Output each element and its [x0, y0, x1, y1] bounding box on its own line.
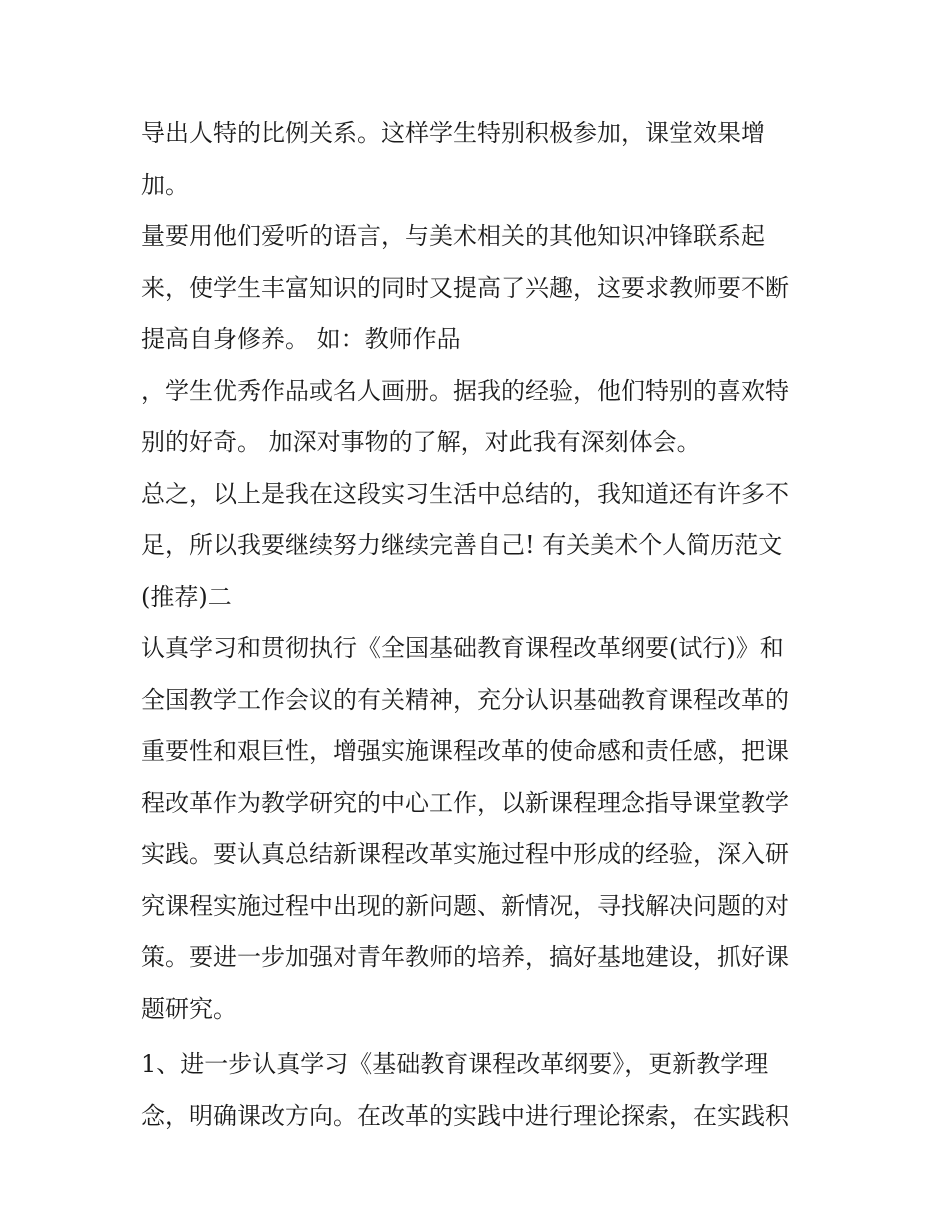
text-line: (推荐)二	[141, 582, 232, 611]
text-line: 实践。要认真总结新课程改革实施过程中形成的经验，深入研	[141, 840, 789, 868]
text-line: 究课程实施过程中出现的新问题、新情况，寻找解决问题的对	[141, 891, 789, 920]
text-line: 重要性和艰巨性，增强实施课程改革的使命感和责任感，把课	[141, 737, 789, 765]
text-line: 程改革作为教学研究的中心工作，以新课程理念指导课堂教学	[141, 788, 789, 817]
text-line: 全国教学工作会议的有关精神，充分认识基础教育课程改革的	[141, 685, 789, 714]
text-line: ，学生优秀作品或名人画册。据我的经验，他们特别的喜欢特	[141, 376, 789, 405]
document-body	[141, 108, 831, 1142]
text-line: 量要用他们爱听的语言，与美术相关的其他知识冲锋联系起	[141, 222, 765, 250]
text-line: 策。要进一步加强对青年教师的培养，搞好基地建设，抓好课	[141, 943, 789, 971]
text-line: 足，所以我要继续努力继续完善自己! 有关美术个人简历范文	[141, 531, 783, 559]
text-line: 念，明确课改方向。在改革的实践中进行理论探索，在实践积	[141, 1101, 789, 1130]
text-line: 来，使学生丰富知识的同时又提高了兴趣，这要求教师要不断	[141, 273, 789, 302]
text-line: 总之，以上是我在这段实习生活中总结的，我知道还有许多不	[141, 479, 789, 508]
text-line: 1、进一步认真学习《基础教育课程改革纲要》，更新教学理	[141, 1050, 769, 1078]
text-line: 题研究。	[141, 994, 237, 1023]
text-line: 加。	[141, 170, 189, 199]
text-line: 别的好奇。 加深对事物的了解，对此我有深刻体会。	[141, 428, 701, 456]
text-line: 导出人特的比例关系。这样学生特别积极参加，课堂效果增	[141, 119, 765, 147]
text-line: 认真学习和贯彻执行《全国基础教育课程改革纲要(试行)》和	[141, 634, 784, 662]
text-line: 提高自身修养。 如：教师作品	[141, 325, 461, 353]
